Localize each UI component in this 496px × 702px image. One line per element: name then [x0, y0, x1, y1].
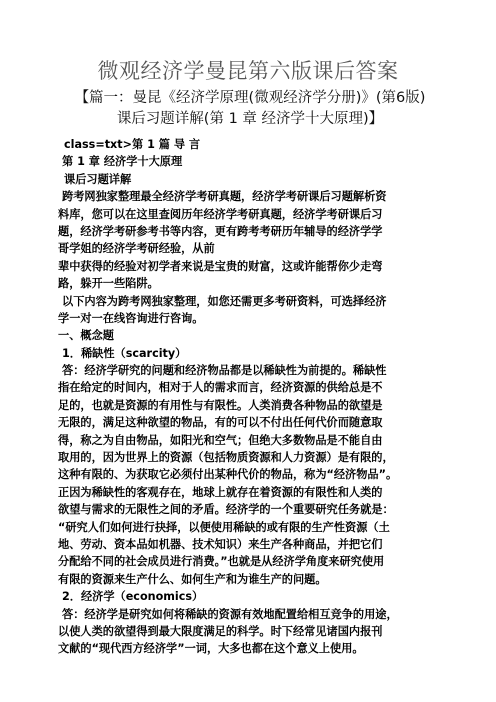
body-line: 足的，也就是资源的有用性与有限性。人类消费各种物品的欲望是 [58, 398, 383, 412]
body-line: class=txt>第 1 篇 导 言 [64, 138, 201, 151]
body-line: 以下内容为跨考网独家整理，如您还需更多考研资料，可选择经济 [62, 294, 387, 308]
body-line: “研究人们如何进行抉择，以便使用稀缺的或有限的生产性资源（土 [58, 520, 390, 534]
body-line: 这种有限的、为获取它必须付出某种代价的物品，称为“经济物品”。 [58, 468, 398, 482]
body-line: 无限的，满足这种欲望的物品，有的可以不付出任何代价而随意取 [58, 416, 383, 430]
document-subtitle [54, 88, 446, 130]
body-line: 得，称之为自由物品，如阳光和空气；但绝大多数物品是不能自由 [58, 433, 383, 447]
body-line: 跨考网独家整理最全经济学考研真题，经济学考研课后习题解析资 [62, 190, 387, 204]
body-line: 路，躲开一些陷阱。 [58, 277, 159, 291]
section-heading: 一、概念题 [58, 329, 114, 343]
document-body [58, 136, 453, 658]
section-heading: 课后习题详解 [64, 172, 132, 186]
body-line: 正因为稀缺性的客观存在，地球上就存在着资源的有限性和人类的 [58, 485, 383, 499]
body-line: 学一对一在线咨询进行咨询。 [58, 311, 204, 325]
body-line: 指在给定的时间内，相对于人的需求而言，经济资源的供给总是不 [58, 381, 383, 395]
body-line: 欲望与需求的无限性之间的矛盾。经济学的一个重要研究任务就是： [58, 503, 394, 517]
term-heading: 1．稀缺性（scarcity） [62, 346, 187, 360]
body-line: 答：经济学研究的问题和经济物品都是以稀缺性为前提的。稀缺性 [62, 364, 387, 378]
subtitle-line-2: 课后习题详解(第 1 章 经济学十大原理)】 [116, 111, 384, 127]
document-title: 微观经济学曼昆第六版课后答案 [97, 59, 399, 83]
body-line: 有限的资源来生产什么、如何生产和为谁生产的问题。 [58, 572, 327, 586]
body-line: 分配给不同的社会成员进行消费。”也就是从经济学角度来研究使用 [58, 555, 385, 569]
body-line: 文献的“现代西方经济学”一词，大多也都在这个意义上使用。 [58, 642, 364, 656]
chapter-heading: 第 1 章 经济学十大原理 [62, 155, 183, 169]
body-line: 辈中获得的经验对初学者来说是宝贵的财富，这或许能帮你少走弯 [58, 259, 383, 273]
body-line: 取用的，因为世界上的资源（包括物质资源和人力资源）是有限的， [58, 451, 394, 465]
body-line: 哥学姐的经济学考研经验，从前 [58, 242, 215, 256]
subtitle-line-1: 【篇一：曼昆《经济学原理(微观经济学分册)》(第6版) [74, 90, 426, 106]
body-line: 题，经济学考研参考书等内容，更有跨考考研历年辅导的经济学学 [58, 224, 383, 238]
body-line: 地、劳动、资本品如机器、技术知识）来生产各种商品，并把它们 [58, 537, 383, 551]
body-line: 料库，您可以在这里查阅历年经济学考研真题，经济学考研课后习 [58, 207, 383, 221]
body-line: 答：经济学是研究如何将稀缺的资源有效地配置给相互竞争的用途， [62, 607, 398, 621]
body-line: 以使人类的欲望得到最大限度满足的科学。时下经常见诸国内报刊 [58, 624, 383, 638]
term-heading: 2．经济学（economics） [62, 590, 204, 604]
